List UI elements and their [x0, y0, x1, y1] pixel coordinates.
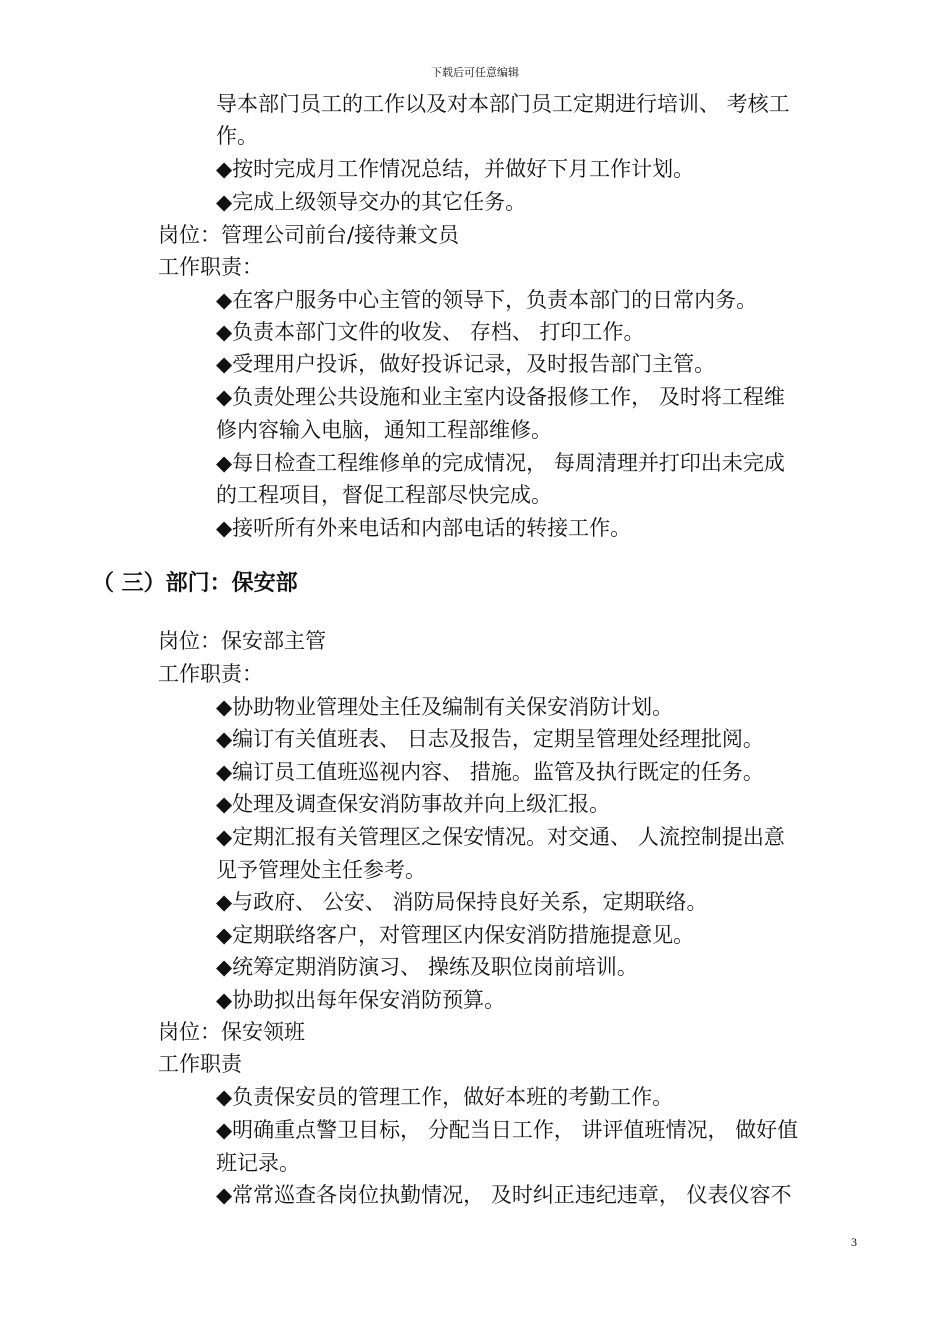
bullet-item: ◆编订有关值班表、 日志及报告，定期呈管理处经理批阅。: [216, 727, 764, 751]
position-heading: 岗位：管理公司前台/接待兼文员: [158, 223, 460, 247]
bullet-item: ◆按时完成月工作情况总结，并做好下月工作计划。: [216, 157, 695, 181]
bullet-item: ◆定期联络客户，对管理区内保安消防措施提意见。: [216, 923, 695, 947]
text-line: 的工程项目，督促工程部尽快完成。: [216, 483, 552, 507]
bullet-item: ◆每日检查工程维修单的完成情况， 每周清理并打印出未完成: [216, 451, 785, 475]
position-heading: 岗位：保安领班: [158, 1020, 305, 1044]
bullet-item: ◆定期汇报有关管理区之保安情况。对交通、 人流控制提出意: [216, 825, 785, 849]
duties-label: 工作职责: [158, 1052, 242, 1076]
duties-label: 工作职责：: [158, 662, 263, 686]
bullet-item: ◆受理用户投诉，做好投诉记录，及时报告部门主管。: [216, 352, 716, 376]
bullet-item: ◆在客户服务中心主管的领导下，负责本部门的日常内务。: [216, 288, 758, 312]
position-heading: 岗位：保安部主管: [158, 629, 326, 653]
text-line: 班记录。: [216, 1151, 300, 1175]
text-line: 导本部门员工的工作以及对本部门员工定期进行培训、 考核工: [216, 92, 790, 116]
section-heading: （ 三）部门：保安部: [92, 571, 298, 596]
duties-label: 工作职责：: [158, 255, 263, 279]
bullet-item: ◆负责处理公共设施和业主室内设备报修工作， 及时将工程维: [216, 385, 785, 409]
bullet-item: ◆与政府、 公安、 消防局保持良好关系，定期联络。: [216, 890, 708, 914]
bullet-item: ◆明确重点警卫目标， 分配当日工作， 讲评值班情况， 做好值: [216, 1118, 799, 1142]
page-header: 下载后可任意编辑: [431, 66, 519, 79]
bullet-item: ◆接听所有外来电话和内部电话的转接工作。: [216, 516, 632, 540]
bullet-item: ◆完成上级领导交办的其它任务。: [216, 190, 527, 214]
bullet-item: ◆处理及调查保安消防事故并向上级汇报。: [216, 792, 611, 816]
page-number: 3: [851, 1235, 857, 1249]
text-line: 见予管理处主任参考。: [216, 858, 426, 882]
bullet-item: ◆负责保安员的管理工作，做好本班的考勤工作。: [216, 1085, 674, 1109]
bullet-item: ◆编订员工值班巡视内容、 措施。监管及执行既定的任务。: [216, 760, 764, 784]
bullet-item: ◆协助拟出每年保安消防预算。: [216, 988, 506, 1012]
bullet-item: ◆负责本部门文件的收发、 存档、 打印工作。: [216, 320, 645, 344]
bullet-item: ◆统筹定期消防演习、 操练及职位岗前培训。: [216, 955, 638, 979]
bullet-item: ◆协助物业管理处主任及编制有关保安消防计划。: [216, 695, 674, 719]
text-line: 作。: [216, 124, 258, 148]
bullet-item: ◆常常巡查各岗位执勤情况， 及时纠正违纪违章， 仪表仪容不: [216, 1183, 792, 1207]
text-line: 修内容输入电脑，通知工程部维修。: [216, 418, 552, 442]
